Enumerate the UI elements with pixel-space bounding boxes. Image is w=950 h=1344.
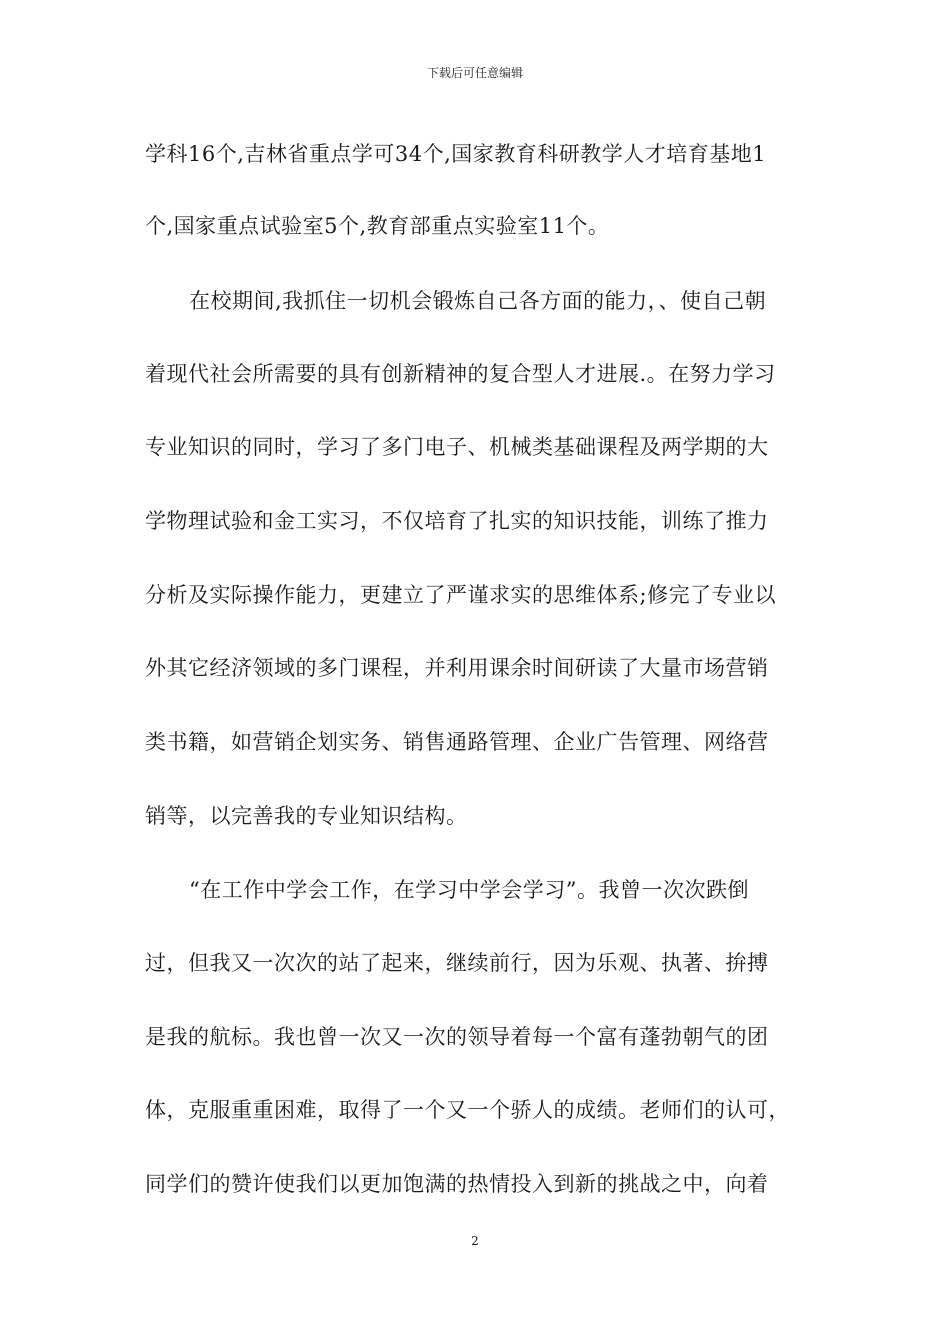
page-number: 2 — [471, 1234, 479, 1248]
text-line: 学物理试验和金工实习，不仅培育了扎实的知识技能，训练了推力 — [145, 509, 769, 533]
text-line: 专业知识的同时，学习了多门电子、机械类基础课程及两学期的大 — [145, 435, 769, 459]
text-line: 体，克服重重困难，取得了一个又一个骄人的成绩。老师们的认可， — [145, 1098, 790, 1122]
text-line: 是我的航标。我也曾一次又一次的领导着每一个富有蓬勃朝气的团 — [145, 1025, 769, 1049]
text-line: 分析及实际操作能力，更建立了严谨求实的思维体系;修完了专业以 — [145, 583, 777, 607]
text-line: 学科16个,吉林省重点学可34个,国家教育科研教学人才培育基地1 — [145, 142, 767, 166]
page-header: 下载后可任意编辑 — [426, 66, 523, 80]
text-line: 类书籍，如营销企划实务、销售通路管理、企业广告管理、网络营 — [145, 730, 769, 754]
text-line: 着现代社会所需要的具有创新精神的复合型人才进展.。在努力学习 — [145, 362, 776, 386]
text-line: 外其它经济领域的多门课程，并利用课余时间研读了大量市场营销 — [145, 656, 769, 680]
text-line: 同学们的赞许使我们以更加饱满的热情投入到新的挑战之中，向着 — [145, 1172, 769, 1196]
text-line: “在工作中学会工作，在学习中学会学习”。我曾一次次跌倒 — [189, 878, 749, 902]
text-line: 个,国家重点试验室5个,教育部重点实验室11个。 — [145, 214, 610, 238]
text-line: 销等，以完善我的专业知识结构。 — [145, 804, 468, 828]
text-line: 在校期间,我抓住一切机会锻炼自己各方面的能力，、使自己朝 — [189, 289, 767, 313]
text-line: 过，但我又一次次的站了起来，继续前行，因为乐观、执著、拚搏 — [145, 951, 769, 975]
